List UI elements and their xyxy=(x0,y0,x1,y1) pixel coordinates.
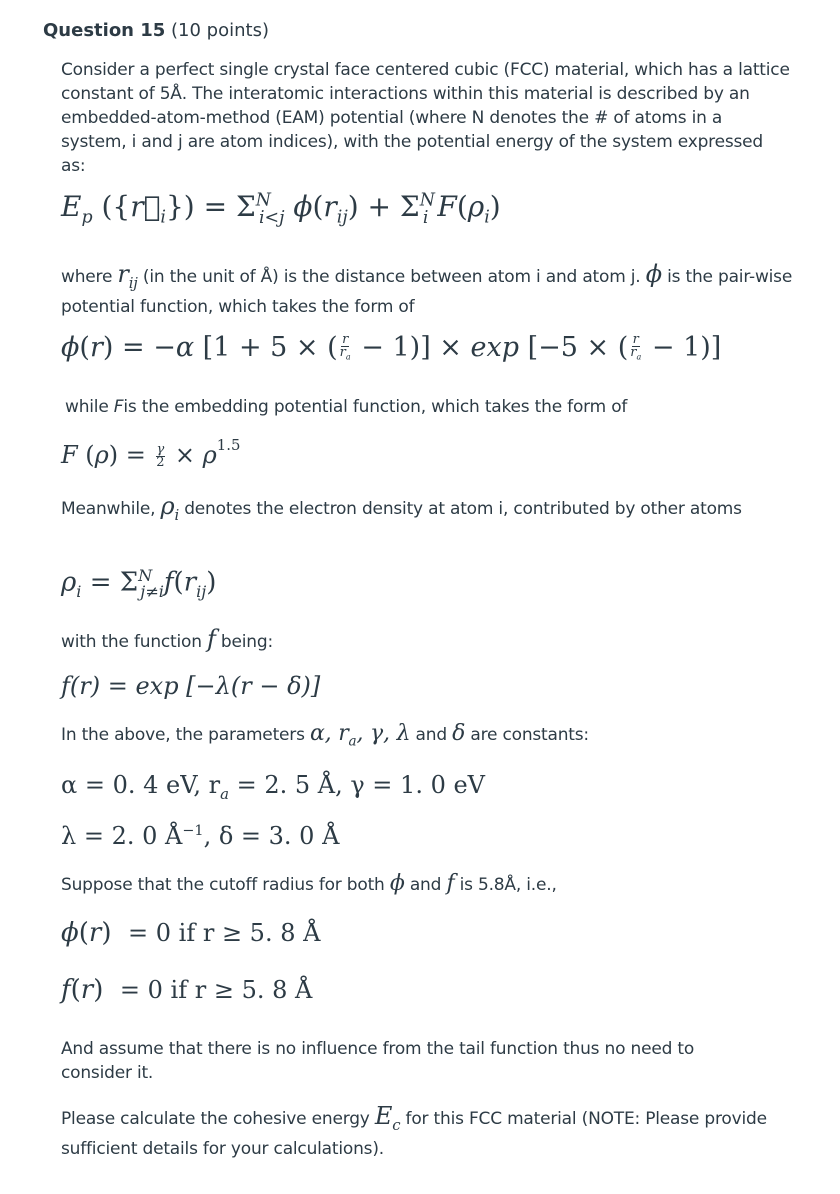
potential-energy-equation: $E_p$ $(\{r⃗_i\}) = \Sigma^N_{i<j}$ $\phi(r_{ij}) + \Sigma^N_i$ $F(\rho_i)$ xyxy=(61,190,501,228)
question-number: Question 15 xyxy=(43,20,166,41)
with-function-paragraph: with the function f being: xyxy=(61,625,273,653)
task-paragraph: Please calculate the cohesive energy $E_c$ for this FCC material (NOTE: Please provide sufficient details for your calculations). xyxy=(61,1102,767,1159)
parameters-paragraph: In the above, the parameters α, $r_a$, γ, λ and δ are constants: xyxy=(61,721,589,750)
parameter-values-line-2: λ = 2. 0 $Å^{-1}$, δ = 3. 0 Å xyxy=(61,822,340,850)
while-text-b: is the embedding potential function, which takes the form of xyxy=(123,397,628,417)
electron-density-equation: $\rho_i = \Sigma^N_{j\ne i}f(r_{ij})$ xyxy=(61,566,217,601)
embedding-function-equation: F (ρ) = $\frac{\gamma}{2}$ × $\rho^{1.5}$ xyxy=(61,436,241,470)
param-line2-a: λ = 2. 0 Å xyxy=(61,822,183,850)
meanwhile-paragraph: Meanwhile, $\rho_i$ denotes the electron density at atom i, contributed by other atoms xyxy=(61,492,742,524)
with-text-a: with the function xyxy=(61,632,208,652)
param-line1-a: α = 0. 4 eV, r xyxy=(61,771,221,799)
cutoff-phi-equation: ϕ(r) = 0 if r ≥ 5. 8 Å xyxy=(61,918,321,948)
where-text-c: is the pair-wise potential function, which takes the form of xyxy=(61,267,793,317)
pair-potential-equation: ϕ(r) = −α [1 + 5 × ( $\frac{r}{r_a}$ − 1)] × exp [−5 × ( $\frac{r}{r_a}$ − 1)] xyxy=(61,331,722,363)
where-text-a: where xyxy=(61,267,118,287)
param-line2-b: , δ = 3. 0 Å xyxy=(203,822,340,850)
with-text-b: being: xyxy=(215,632,273,652)
cutoff-text-a: Suppose that the cutoff radius for both xyxy=(61,875,390,895)
cutoff-phi-text: = 0 if r ≥ 5. 8 Å xyxy=(128,919,321,947)
meanwhile-text-a: Meanwhile, xyxy=(61,499,161,519)
params-text-b: are constants: xyxy=(465,725,589,745)
cutoff-paragraph: Suppose that the cutoff radius for both ϕ and f is 5.8Å, i.e., xyxy=(61,871,557,896)
question-points: (10 points) xyxy=(165,20,269,41)
while-paragraph: while Fis the embedding potential function, which takes the form of xyxy=(65,397,628,417)
where-paragraph: where $r_{ij}$ (in the unit of Å) is the distance between atom i and atom j. ϕ is the pair-wise potential function, which takes the form of xyxy=(61,260,793,317)
where-text-b: (in the unit of Å) is the distance between atom i and atom j. xyxy=(137,267,646,287)
question-header xyxy=(43,20,269,41)
params-text-a: In the above, the parameters xyxy=(61,725,310,745)
cutoff-text-c: is 5.8Å, i.e., xyxy=(454,875,557,895)
while-text-a: while xyxy=(65,397,114,417)
assumption-paragraph: And assume that there is no influence from the tail function thus no need to consider it. xyxy=(61,1039,695,1083)
calc-text-a: Please calculate the cohesive energy xyxy=(61,1109,375,1129)
cutoff-text-b: and xyxy=(404,875,447,895)
cutoff-f-text: = 0 if r ≥ 5. 8 Å xyxy=(119,976,313,1004)
density-function-equation: f(r) = exp [−λ(r − δ)] xyxy=(61,672,321,700)
intro-paragraph: Consider a perfect single crystal face centered cubic (FCC) material, which has a lattice constant of 5Å. The interatomic interactions within this material is described by an embedded-atom-method (EAM) potential (where N denotes the # of atoms in a system, i and j are atom indices), with the potential energy of the system expressed as: xyxy=(61,60,790,176)
cutoff-f-equation: f(r) = 0 if r ≥ 5. 8 Å xyxy=(61,975,313,1005)
parameter-values-line-1: α = 0. 4 eV, $r_a = 2$. 5 Å, γ = 1. 0 eV xyxy=(61,771,486,803)
meanwhile-text-b: denotes the electron density at atom i, contributed by other atoms xyxy=(179,499,742,519)
param-line1-b: = 2. 5 Å, γ = 1. 0 eV xyxy=(228,771,486,799)
calc-text-b: for this FCC material (NOTE: Please provide sufficient details for your calculations). xyxy=(61,1109,767,1159)
